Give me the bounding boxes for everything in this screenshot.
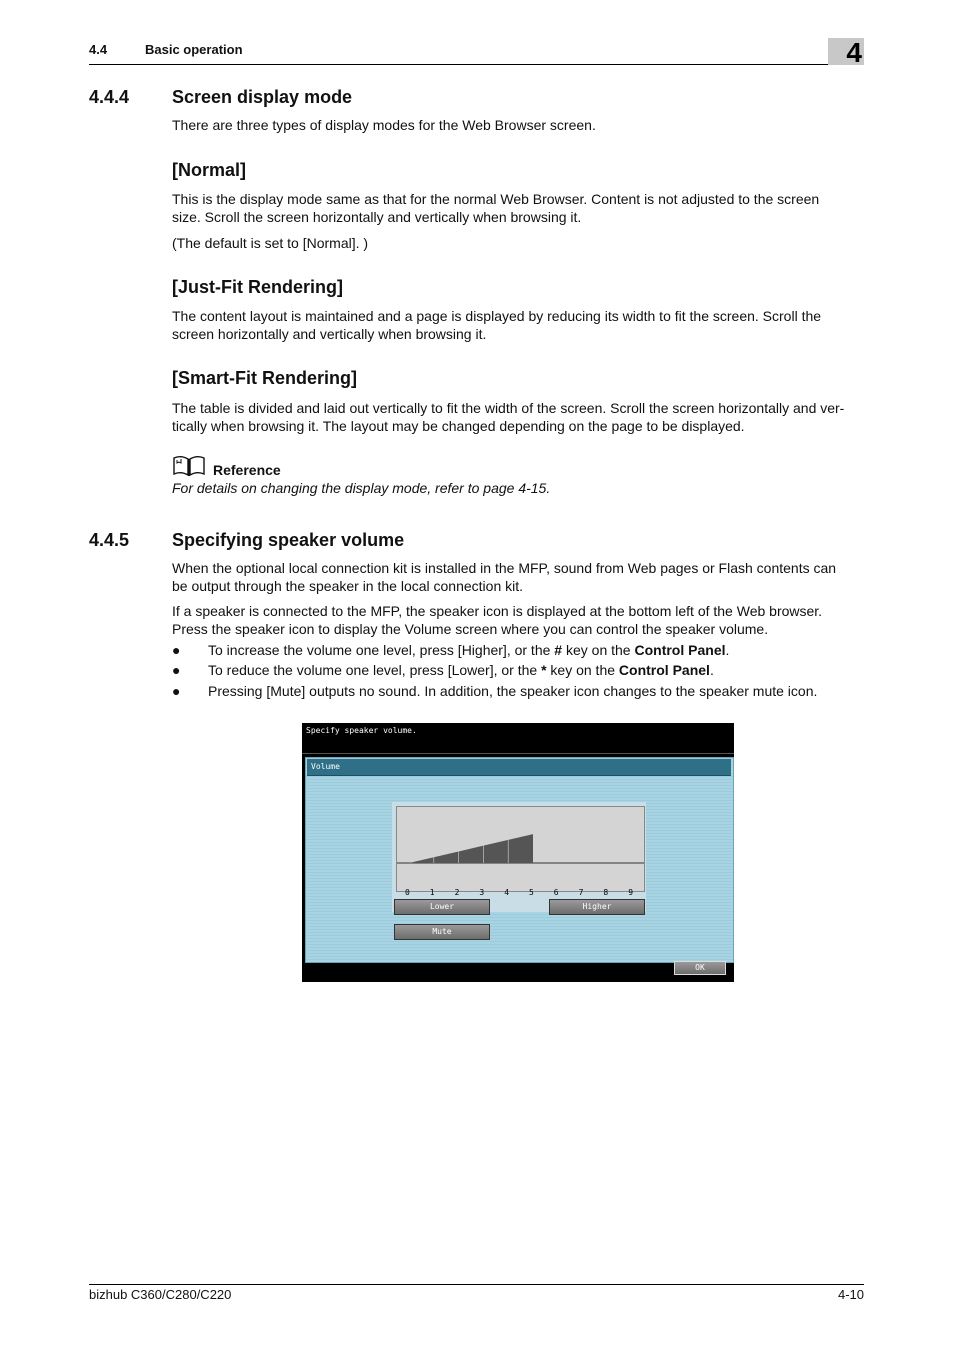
speaker-para2-line2: Press the speaker icon to display the Volume screen where you can control the speaker volume. bbox=[172, 621, 769, 637]
title-divider bbox=[302, 753, 734, 754]
ok-button[interactable]: OK bbox=[674, 961, 726, 975]
header-section-title: Basic operation bbox=[145, 42, 243, 57]
bullet-item: To increase the volume one level, press [Higher], or the # key on the Control Panel. bbox=[208, 642, 730, 658]
volume-scale-tick: 1 bbox=[429, 888, 435, 897]
bullet-item: To reduce the volume one level, press [Lower], or the * key on the Control Panel. bbox=[208, 662, 714, 678]
bullet-item: Pressing [Mute] outputs no sound. In addition, the speaker icon changes to the speaker mute icon. bbox=[208, 683, 818, 699]
bullet-dot: ● bbox=[172, 662, 181, 678]
footer-rule bbox=[89, 1284, 864, 1285]
chapter-tab bbox=[828, 37, 864, 68]
section-4-4-4-number: 4.4.4 bbox=[89, 87, 130, 107]
reference-text: For details on changing the display mode, refer to page 4-15. bbox=[172, 480, 551, 496]
speaker-para2-line1: If a speaker is connected to the MFP, the speaker icon is displayed at the bottom left of the Web browser. bbox=[172, 603, 823, 619]
justfit-text-line1: The content layout is maintained and a page is displayed by reducing its width to fit the screen. Scroll the bbox=[172, 308, 822, 324]
volume-panel-title: Volume bbox=[311, 762, 340, 771]
speaker-para1-line1: When the optional local connection kit is installed in the MFP, sound from Web pages or Flash contents can bbox=[172, 560, 837, 576]
volume-panel bbox=[305, 757, 734, 963]
bullet-dot: ● bbox=[172, 642, 181, 658]
volume-scale-tick: 0 bbox=[405, 888, 410, 897]
section-4-4-5-number: 4.4.5 bbox=[89, 530, 130, 550]
normal-text-line2: size. Scroll the screen horizontally and vertically when browsing it. bbox=[172, 209, 582, 225]
volume-ramp-svg bbox=[397, 807, 644, 891]
volume-scale-tick: 5 bbox=[529, 888, 534, 897]
volume-scale-tick: 7 bbox=[578, 888, 584, 897]
footer-model: bizhub C360/C280/C220 bbox=[89, 1287, 232, 1302]
justfit-heading: [Just-Fit Rendering] bbox=[172, 277, 343, 297]
speaker-para1-line2: be output through the speaker in the local connection kit. bbox=[172, 578, 524, 594]
section-4-4-5-title: Specifying speaker volume bbox=[172, 530, 405, 550]
normal-default-note: (The default is set to [Normal]. ) bbox=[172, 235, 369, 251]
smartfit-text-line1: The table is divided and laid out vertically to fit the width of the screen. Scroll the screen horizontally and ver- bbox=[172, 400, 845, 416]
smartfit-text-line2: tically when browsing it. The layout may be changed depending on the page to be displayed. bbox=[172, 418, 745, 434]
mute-button[interactable]: Mute bbox=[394, 924, 490, 940]
chapter-number: 4 bbox=[846, 37, 862, 68]
reference-label: Reference bbox=[213, 462, 281, 478]
smartfit-heading: [Smart-Fit Rendering] bbox=[172, 368, 358, 388]
volume-screen-screenshot bbox=[302, 723, 734, 982]
section-4-4-4-title: Screen display mode bbox=[172, 87, 353, 107]
volume-scale-tick: 4 bbox=[504, 888, 510, 897]
volume-panel-header bbox=[307, 759, 731, 776]
justfit-text-line2: screen horizontally and vertically when browsing it. bbox=[172, 326, 487, 342]
normal-heading: [Normal] bbox=[172, 160, 247, 180]
volume-scale-tick: 8 bbox=[603, 888, 609, 897]
higher-button[interactable]: Higher bbox=[549, 899, 645, 915]
header-rule bbox=[89, 64, 864, 65]
section-4-4-4-intro: There are three types of display modes for the Web Browser screen. bbox=[172, 117, 596, 133]
volume-scale-tick: 3 bbox=[479, 888, 485, 897]
screen-footer-bar bbox=[302, 963, 734, 982]
header-section-number: 4.4 bbox=[89, 42, 108, 57]
normal-text-line1: This is the display mode same as that for the normal Web Browser. Content is not adjusted to the screen bbox=[172, 191, 820, 207]
book-icon bbox=[172, 454, 206, 478]
lower-button[interactable]: Lower bbox=[394, 899, 490, 915]
volume-scale-tick: 6 bbox=[553, 888, 559, 897]
footer-page-number: 4-10 bbox=[837, 1287, 864, 1302]
volume-scale-tick: 2 bbox=[454, 888, 460, 897]
screen-title: Specify speaker volume. bbox=[306, 726, 417, 735]
volume-level-fill bbox=[409, 834, 533, 863]
volume-level-graph bbox=[396, 806, 645, 892]
bullet-dot: ● bbox=[172, 683, 181, 699]
volume-scale-tick: 9 bbox=[628, 888, 634, 897]
